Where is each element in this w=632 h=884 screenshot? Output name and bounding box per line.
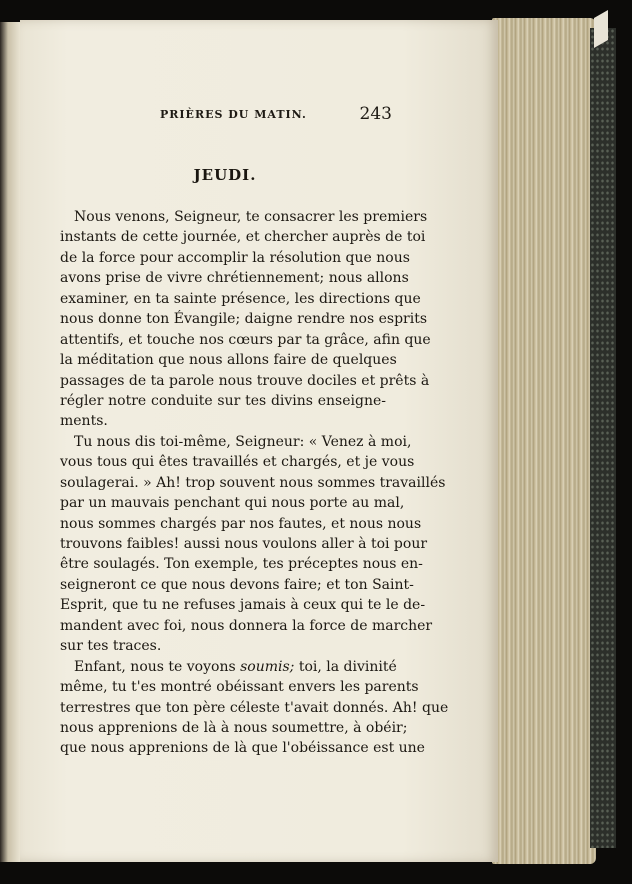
- text-line: avons prise de vivre chrétiennement; nous allons: [60, 270, 409, 287]
- body-text: [60, 207, 449, 759]
- text-line: nous donne ton Évangile; daigne rendre nos esprits: [60, 311, 428, 328]
- text-line: ments.: [60, 413, 108, 430]
- text-run: toi, la divinité: [294, 658, 397, 675]
- text-line: vous tous qui êtes travaillés et chargés, et je vous: [60, 454, 415, 471]
- text-run: Enfant, nous te voyons: [74, 658, 241, 675]
- text-line: par un mauvais penchant qui nous porte au mal,: [60, 495, 405, 512]
- page-block-edge: [492, 18, 596, 864]
- text-line: la méditation que nous allons faire de quelques: [60, 352, 397, 369]
- text-line: régler notre conduite sur tes divins enseigne-: [60, 392, 386, 409]
- text-line: Nous venons, Seigneur, te consacrer les premiers: [74, 209, 428, 225]
- text-line: attentifs, et touche nos cœurs par ta grâce, afin que: [60, 331, 431, 348]
- text-line: Tu nous dis toi-même, Seigneur: « Venez à moi,: [74, 433, 412, 450]
- text-line: soulagerai. » Ah! trop souvent nous sommes travaillés: [60, 474, 446, 491]
- running-head-title: PRIÈRES DU MATIN.: [160, 108, 307, 121]
- text-line: de la force pour accomplir la résolution que nous: [60, 249, 410, 266]
- text-line: sur tes traces.: [60, 638, 162, 655]
- text-line: seigneront ce que nous devons faire; et ton Saint-: [60, 576, 414, 593]
- text-line: trouvons faibles! aussi nous voulons aller à toi pour: [60, 536, 428, 552]
- section-title: JEUDI.: [193, 166, 257, 184]
- text-line: instants de cette journée, et chercher auprès de toi: [60, 229, 426, 246]
- emphasized-text: soumis;: [240, 658, 295, 675]
- running-head: [160, 104, 392, 124]
- text-line: être soulagés. Ton exemple, tes préceptes nous en-: [60, 556, 423, 573]
- text-line: [60, 657, 397, 677]
- text-line: même, tu t'es montré obéissant envers les parents: [60, 679, 419, 696]
- page-number: 243: [359, 104, 392, 124]
- text-line: passages de ta parole nous trouve dociles et prêts à: [60, 372, 430, 389]
- marbled-cover: [590, 28, 616, 848]
- text-line: nous apprenions de là à nous soumettre, à obéir;: [60, 719, 408, 736]
- text-line: terrestres que ton père céleste t'avait donnés. Ah! que: [60, 699, 449, 716]
- text-line: examiner, en ta sainte présence, les directions que: [60, 290, 421, 307]
- previous-page-edge: [0, 22, 20, 862]
- text-line: Esprit, que tu ne refuses jamais à ceux qui te le de-: [60, 597, 426, 614]
- text-line: nous sommes chargés par nos fautes, et nous nous: [60, 515, 422, 532]
- text-line: mandent avec foi, nous donnera la force de marcher: [60, 617, 433, 634]
- text-line: que nous apprenions de là que l'obéissance est une: [60, 740, 425, 757]
